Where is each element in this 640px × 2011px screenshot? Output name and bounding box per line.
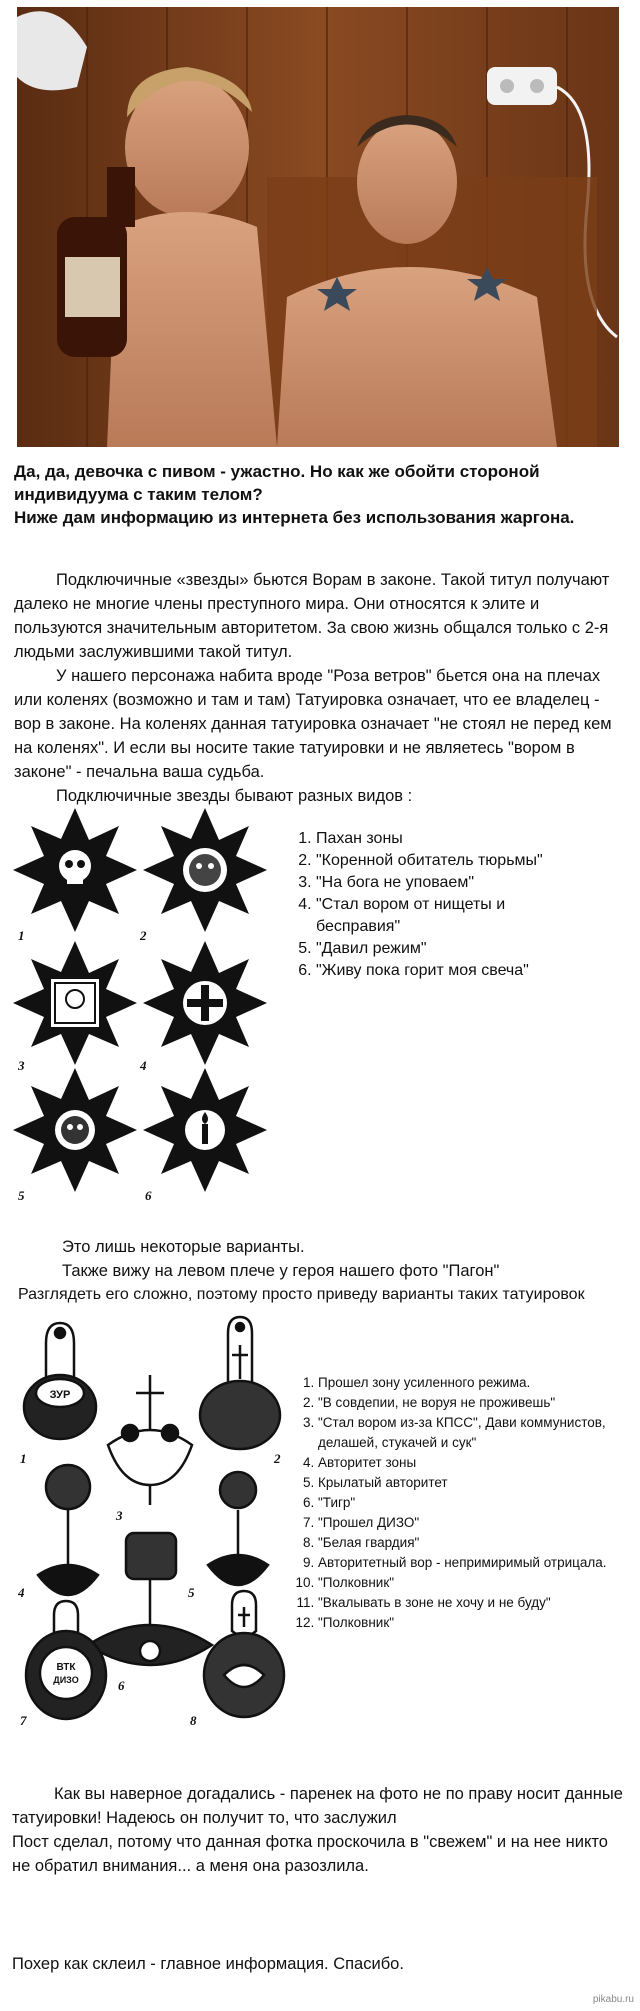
- photo: [17, 7, 619, 447]
- epaulet-label-6: 6: [118, 1678, 125, 1693]
- middle-line-1: Это лишь некоторые варианты.: [62, 1238, 305, 1256]
- epaulets-list: [296, 1373, 632, 1633]
- epaulets-list-item: 2. "В совдепии, не воруя не проживешь": [318, 1393, 632, 1413]
- epaulets-list-item: 9. Авторитетный вор - непримиримый отрицала.: [318, 1553, 632, 1573]
- stars-list-container: [292, 828, 592, 982]
- epaulets-list-item: 12. "Полковник": [318, 1613, 632, 1633]
- epaulet-tattoo-8: [204, 1591, 284, 1717]
- epaulet-tattoo-4: [38, 1465, 98, 1595]
- epaulet-label-5: 5: [188, 1585, 195, 1600]
- epaulet-label-4: 4: [18, 1585, 25, 1600]
- star-label-5: 5: [18, 1188, 25, 1203]
- star-label-2: 2: [140, 928, 147, 943]
- epaulet-label-7: 7: [20, 1713, 27, 1728]
- star-tattoo-3: [13, 941, 137, 1065]
- stars-figure: [10, 808, 282, 1213]
- star-tattoo-5: [13, 1068, 137, 1192]
- epaulets-list-container: [296, 1373, 632, 1633]
- epaulets-list-item: 3. "Стал вором из-за КПСС", Дави коммунистов, делашей, стукачей и сук": [318, 1413, 632, 1453]
- star-label-6: 6: [145, 1188, 152, 1203]
- epaulets-list-item: 6. "Тигр": [318, 1493, 632, 1513]
- epaulet-tattoo-5: [208, 1472, 268, 1585]
- caption-line-1: Да, да, девочка с пивом - ужастно. Но как же обойти стороной: [14, 462, 540, 481]
- epaulets-figure: [8, 1315, 294, 1735]
- caption-line-3: Ниже дам информацию из интернета без использования жаргона.: [14, 508, 575, 527]
- epaulets-list-item: 5. Крылатый авторитет: [318, 1473, 632, 1493]
- stars-list-item: 3. "На бога не уповаем": [316, 872, 592, 894]
- stars-list-item: 1. Пахан зоны: [316, 828, 592, 850]
- photo-caption: [14, 460, 634, 529]
- closing-paragraph-1: Как вы наверное догадались - паренек на фото не по праву носит данные татуировки! Надеюсь он получит то, что заслужил: [12, 1785, 623, 1827]
- stars-list-item: 5. "Давил режим": [316, 938, 592, 960]
- epaulets-list-item: 11. "Вкалывать в зоне не хочу и не буду": [318, 1593, 632, 1613]
- closing-text: [12, 1782, 626, 1878]
- epaulets-list-item: 7. "Прошел ДИЗО": [318, 1513, 632, 1533]
- star-tattoo-6: [143, 1068, 267, 1192]
- middle-text: [14, 1235, 634, 1307]
- epaulet-tattoo-7: [26, 1601, 106, 1719]
- watermark: pikabu.ru: [592, 1994, 634, 2005]
- intro-paragraph-2: У нашего персонажа набита вроде "Роза ветров" бьется она на плечах или коленях (возможно и там и там) Татуировка означает, что ее владелец - вор в законе. На коленях данная татуировка означает "не стоял не перед кем на коленях". И если вы носите такие татуировки и не являетесь "вором в законе" - печальна ваша судьба.: [14, 667, 612, 781]
- star-tattoo-1: [13, 808, 137, 932]
- intro-paragraph-1: Подключичные «звезды» бьются Ворам в законе. Такой титул получают далеко не многие члены преступного мира. Они относятся к элите и пользуются значительным авторитетом. За свою жизнь общался только с 2-я людьми заслужившими такой титул.: [14, 571, 610, 661]
- star-tattoo-2: [143, 808, 267, 932]
- closing-final: Похер как склеил - главное информация. Спасибо.: [12, 1955, 404, 1973]
- middle-line-2: Также вижу на левом плече у героя нашего фото "Пагон": [62, 1262, 500, 1280]
- epaulets-list-item: 4. Авторитет зоны: [318, 1453, 632, 1473]
- epaulet-tattoo-1: [24, 1323, 96, 1439]
- epaulet-label-2: 2: [274, 1451, 281, 1466]
- star-label-4: 4: [140, 1058, 147, 1073]
- epaulet-tattoo-2: [200, 1317, 280, 1449]
- star-label-3: 3: [18, 1058, 25, 1073]
- stars-list: [292, 828, 592, 982]
- star-label-1: 1: [18, 928, 25, 943]
- stars-list-item: 4. "Стал вором от нищеты и бесправия": [316, 894, 592, 938]
- caption-line-2: индивидуума с таким телом?: [14, 485, 263, 504]
- epaulet-label-1: 1: [20, 1451, 27, 1466]
- epaulets-list-item: 8. "Белая гвардия": [318, 1533, 632, 1553]
- intro-text: [14, 568, 620, 808]
- stars-list-item: 6. "Живу пока горит моя свеча": [316, 960, 592, 982]
- intro-paragraph-3: Подключичные звезды бывают разных видов :: [56, 787, 413, 805]
- stars-list-item: 2. "Коренной обитатель тюрьмы": [316, 850, 592, 872]
- epaulets-list-item: 10. "Полковник": [318, 1573, 632, 1593]
- closing-paragraph-2: Пост сделал, потому что данная фотка проскочила в "свежем" и на нее никто не обратил внимания... а меня она разозлила.: [12, 1833, 608, 1875]
- middle-line-3: Разглядеть его сложно, поэтому просто приведу варианты таких татуировок: [18, 1286, 585, 1303]
- star-tattoo-4: [143, 941, 267, 1065]
- epaulet-tattoo-3: [108, 1375, 192, 1505]
- badge-dizo: ДИЗО: [53, 1675, 79, 1685]
- badge-zur: ЗУР: [49, 1389, 71, 1401]
- epaulet-label-3: 3: [116, 1508, 123, 1523]
- epaulet-label-8: 8: [190, 1713, 197, 1728]
- epaulets-list-item: 1. Прошел зону усиленного режима.: [318, 1373, 632, 1393]
- photo-image: [17, 7, 619, 447]
- badge-vtk: ВТК: [56, 1662, 76, 1673]
